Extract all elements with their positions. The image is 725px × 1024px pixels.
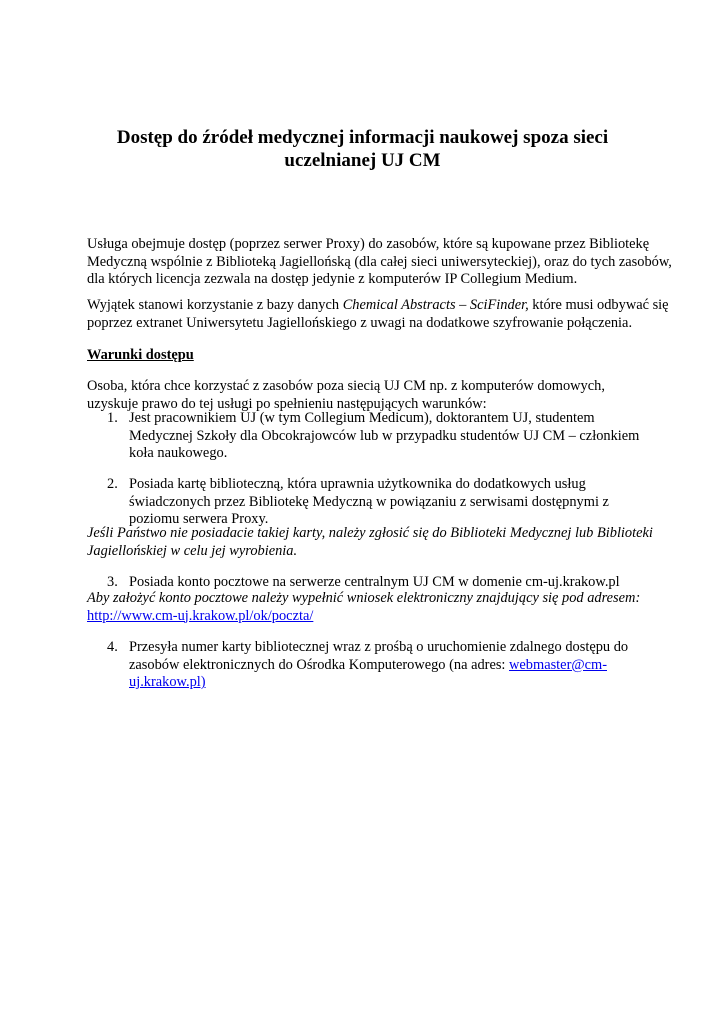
paragraph-line: dla których licencja zezwala na dostęp jedynie z komputerów IP Collegium Medium.: [87, 271, 578, 288]
list-line: świadczonych przez Bibliotekę Medyczną w powiązaniu z serwisami dostępnymi z: [129, 493, 609, 510]
webmaster-email-link-continued[interactable]: uj.krakow.pl): [129, 674, 206, 691]
list-number: 3.: [107, 574, 118, 590]
document-title: [60, 126, 665, 172]
conditions-intro: [87, 378, 647, 413]
list-text: [129, 639, 628, 692]
list-text: [129, 476, 609, 529]
exception-text: Wyjątek stanowi korzystanie z bazy danych: [87, 297, 343, 313]
mail-account-note: [87, 590, 647, 625]
title-line: uczelnianej UJ CM: [284, 150, 441, 171]
library-card-note: [87, 525, 653, 560]
list-line-text: zasobów elektronicznych do Ośrodka Komputerowego (na adres:: [129, 656, 510, 673]
paragraph-line: uzyskuje prawo do tej usługi po spełnieniu następujących warunków:: [87, 395, 487, 412]
paragraph-line: poprzez extranet Uniwersytetu Jagiellońskiego z uwagi na dodatkowe szyfrowanie połączenia.: [87, 314, 633, 331]
list-line: Przesyła numer karty bibliotecznej wraz z prośbą o uruchomienie zdalnego dostępu do: [129, 639, 629, 655]
note-line: Jeśli Państwo nie posiadacie takiej karty, należy zgłosić się do Biblioteki Medycznej lub Biblioteki: [87, 525, 653, 541]
list-line: [129, 674, 628, 692]
note-line: Aby założyć konto pocztowe należy wypełnić wniosek elektroniczny znajdujący się pod adresem:: [87, 590, 641, 606]
webmaster-email-link[interactable]: webmaster@cm-: [509, 656, 607, 673]
list-line: poziomu serwera Proxy.: [129, 511, 269, 528]
list-line: Jest pracownikiem UJ (w tym Collegium Medicum), doktorantem UJ, studentem: [129, 410, 595, 426]
conditions-heading: Warunki dostępu: [87, 347, 194, 363]
list-number: 4.: [107, 639, 118, 655]
list-line: Posiada konto pocztowe na serwerze centralnym UJ CM w domenie cm-uj.krakow.pl: [129, 574, 620, 590]
paragraph-line: [87, 297, 669, 315]
database-name: Chemical Abstracts – SciFinder,: [342, 297, 529, 313]
list-line: Medycznej Szkoły dla Obcokrajowców lub w przypadku studentów UJ CM – członkiem: [129, 427, 640, 444]
list-line: Posiada kartę biblioteczną, która uprawnia użytkownika do dodatkowych usług: [129, 476, 586, 492]
paragraph-line: Osoba, która chce korzystać z zasobów poza siecią UJ CM np. z komputerów domowych,: [87, 378, 605, 394]
paragraph-line: Medyczną wspólnie z Biblioteką Jagiellońską (dla całej sieci uniwersyteckiej), oraz do tych zasobów,: [87, 253, 672, 270]
list-line: koła naukowego.: [129, 445, 228, 462]
exception-text: które musi odbywać się: [528, 297, 669, 313]
list-number: 2.: [107, 476, 118, 492]
paragraph-line: Usługa obejmuje dostęp (poprzez serwer Proxy) do zasobów, które są kupowane przez Bibliotekę: [87, 236, 650, 252]
title-line: Dostęp do źródeł medycznej informacji naukowej spoza sieci: [116, 127, 609, 148]
list-text: [129, 574, 620, 592]
note-line: Jagiellońskiej w celu jej wyrobienia.: [87, 542, 298, 559]
list-number: 1.: [107, 410, 118, 426]
note-link-line: [87, 608, 647, 626]
intro-paragraph: [87, 236, 672, 289]
list-text: [129, 410, 639, 463]
mail-form-link[interactable]: http://www.cm-uj.krakow.pl/ok/poczta/: [87, 607, 314, 624]
exception-paragraph: [87, 297, 669, 332]
list-line: [129, 657, 628, 675]
